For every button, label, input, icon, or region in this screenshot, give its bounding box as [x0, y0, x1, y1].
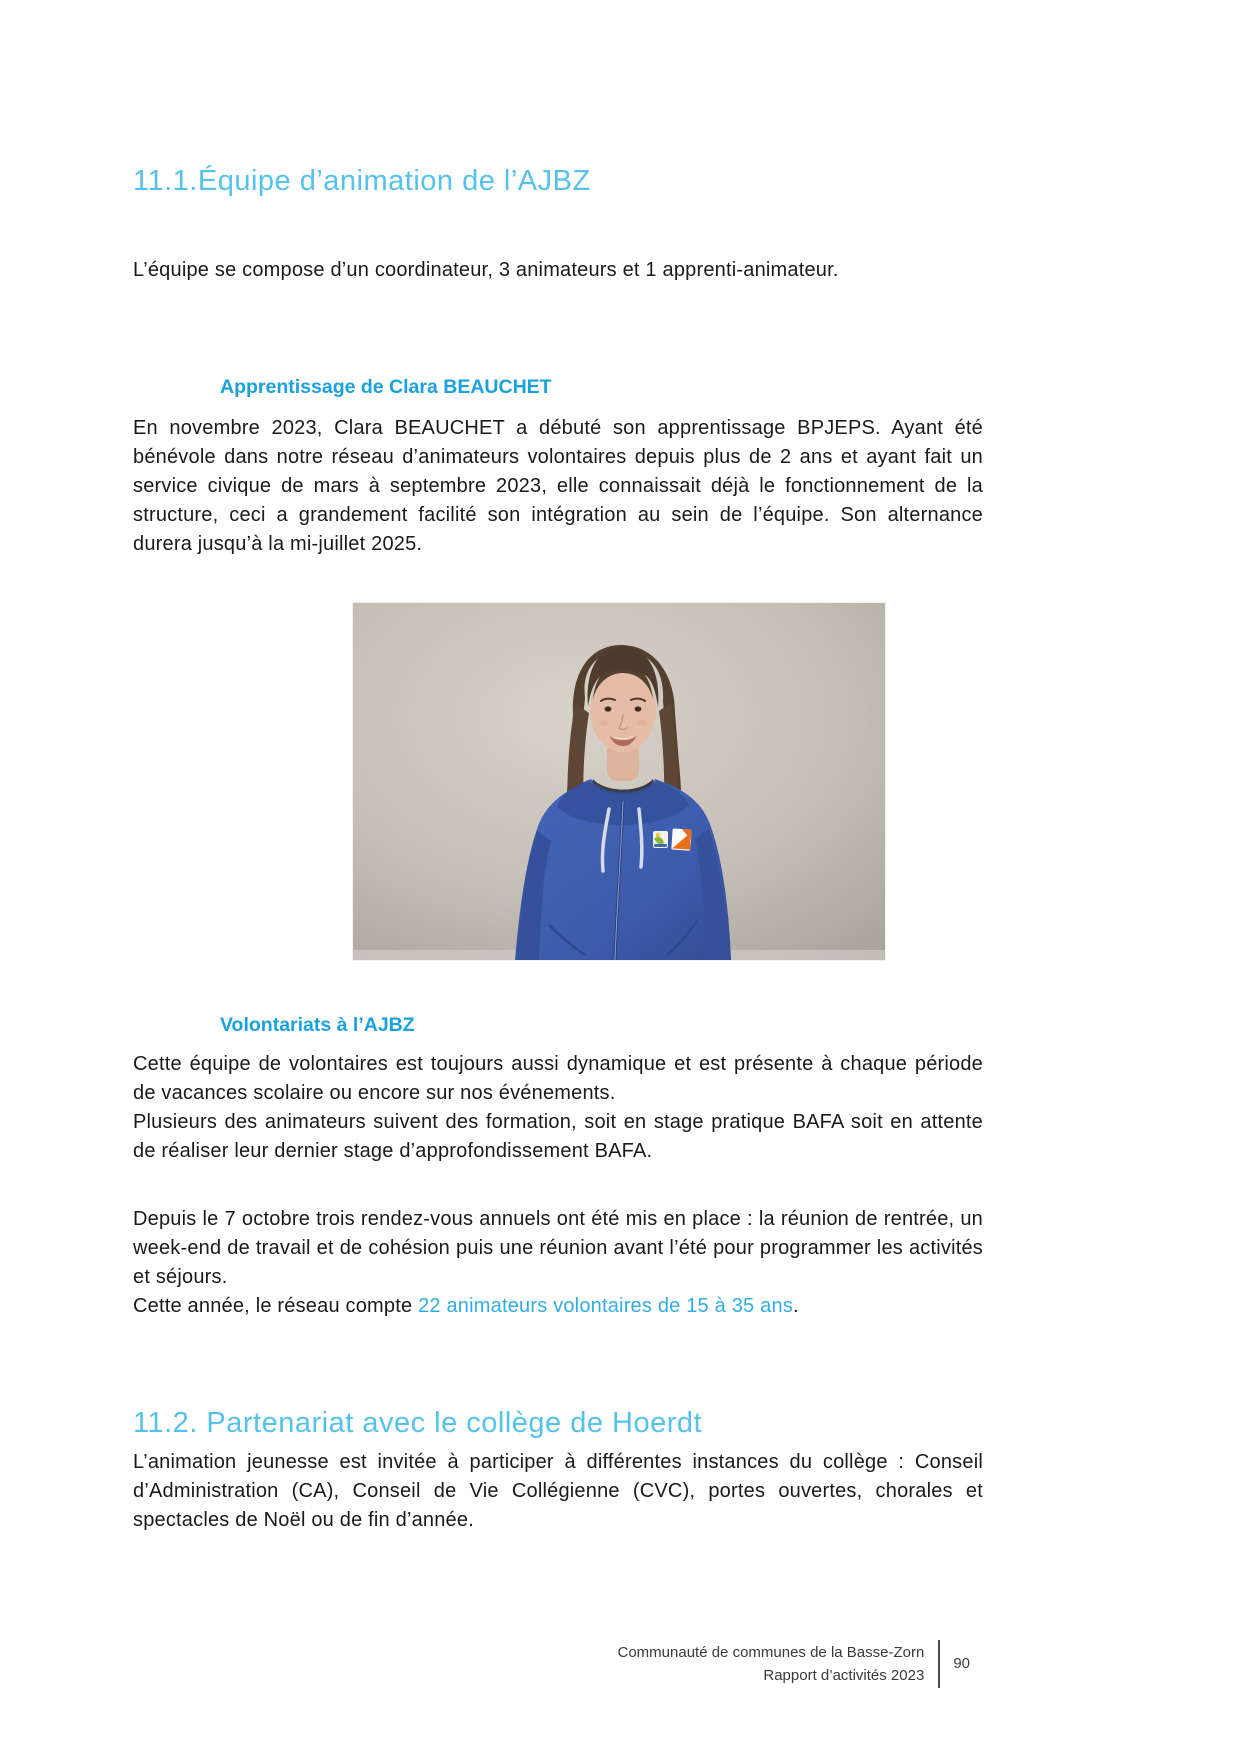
volontariats-paragraph-1a: Cette équipe de volontaires est toujours aussi dynamique et est présente à chaque période de vacances scolaire ou encore sur nos événements. — [133, 1053, 983, 1104]
cheek-left — [599, 720, 609, 726]
volontariats-paragraph-2b — [133, 1292, 983, 1321]
sub-heading-apprentissage: Apprentissage de Clara BEAUCHET — [220, 376, 552, 399]
orienteering-flag-patch — [671, 828, 691, 850]
volontariats-paragraph-1 — [133, 1050, 983, 1166]
photo-clara-illustration — [353, 603, 885, 960]
eye-right — [635, 706, 642, 711]
apprentissage-paragraph-text: En novembre 2023, Clara BEAUCHET a débuté son apprentissage BPJEPS. Ayant été bénévole dans notre réseau d’animateurs volontaires depuis plus de 2 ans et ayant fait un service civique de mars à septembre 2023, elle connaissait déjà le fonctionnement de la structure, ceci a grandement facilité son intégration au sein de l’équipe. Son alternance durera jusqu’à la mi-juillet 2025. — [133, 417, 983, 555]
footer-text-block — [618, 1641, 925, 1687]
section-heading-11-1: 11.1.Équipe d’animation de l’AJBZ — [133, 165, 591, 198]
sub-heading-volontariats: Volontariats à l’AJBZ — [220, 1014, 415, 1037]
hoodie-logo-patch — [653, 831, 668, 848]
animateurs-count-highlight: 22 animateurs volontaires de 15 à 35 ans — [418, 1295, 793, 1317]
volontariats-paragraph-2a: Depuis le 7 octobre trois rendez-vous annuels ont été mis en place : la réunion de rentrée, un week-end de travail et de cohésion puis une réunion avant l’été pour programmer les activités et séjours. — [133, 1208, 983, 1288]
photo-clara-beauchet — [353, 603, 885, 960]
footer-report-title: Rapport d’activités 2023 — [763, 1667, 925, 1684]
cheek-right — [637, 720, 647, 726]
intro-paragraph — [133, 256, 983, 285]
college-paragraph-text: L’animation jeunesse est invitée à participer à différentes instances du collège : Conseil d’Administration (CA), Conseil de Vie Collégienne (CVC), portes ouvertes, chorales et spectacles de Noël ou de fin d’année. — [133, 1451, 983, 1531]
section-heading-11-2: 11.2. Partenariat avec le collège de Hoerdt — [133, 1407, 703, 1440]
footer-org-name: Communauté de communes de la Basse-Zorn — [617, 1644, 925, 1661]
sentence-period: . — [792, 1295, 799, 1317]
college-paragraph — [133, 1448, 983, 1535]
apprentissage-paragraph — [133, 414, 983, 559]
reseau-compte-text: Cette année, le réseau compte — [133, 1295, 419, 1317]
page-footer — [590, 1640, 970, 1688]
volontariats-paragraph-1b: Plusieurs des animateurs suivent des formation, soit en stage pratique BAFA soit en attente de réaliser leur dernier stage d’approfondissement BAFA. — [133, 1111, 983, 1162]
footer-divider-line — [938, 1640, 940, 1688]
volontariats-paragraph-2 — [133, 1205, 983, 1321]
intro-paragraph-text: L’équipe se compose d’un coordinateur, 3 animateurs et 1 apprenti-animateur. — [133, 259, 839, 281]
page-number: 90 — [953, 1654, 970, 1672]
eye-left — [605, 706, 612, 711]
